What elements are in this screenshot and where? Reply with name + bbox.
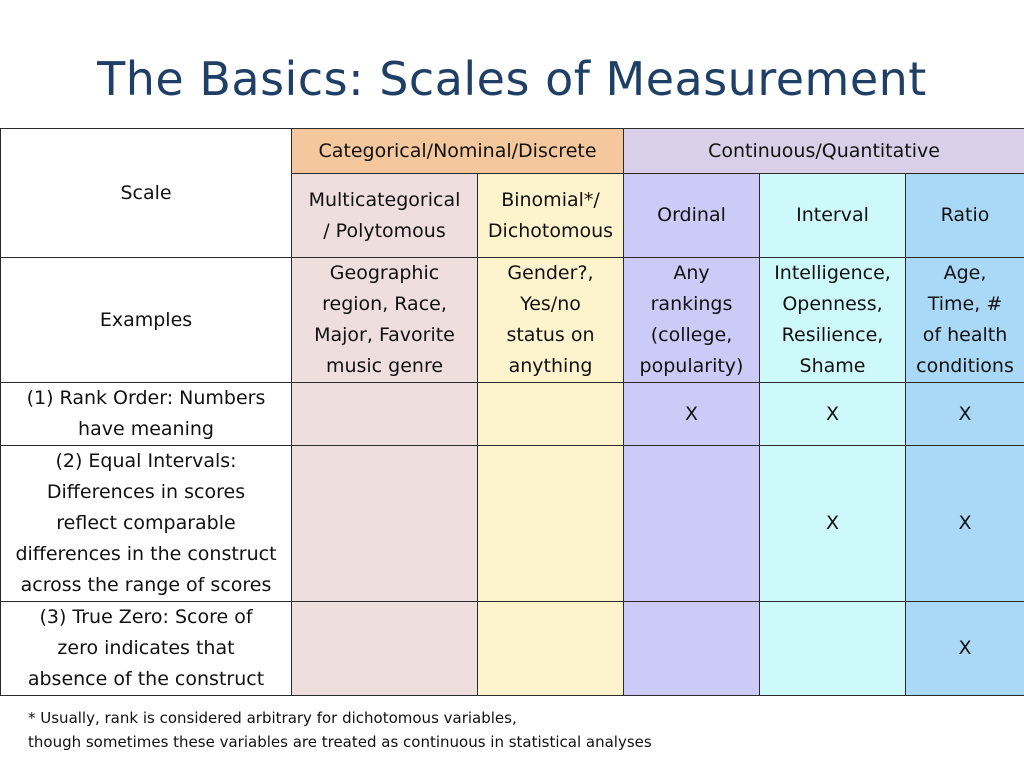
example-line: of health: [922, 324, 1008, 346]
rank-order-row: [1, 383, 1024, 446]
continuous-header: Continuous/Quantitative: [624, 129, 1024, 174]
true-zero-interval-mark: [760, 602, 906, 696]
equal-intervals-ordinal-mark: [624, 446, 760, 602]
scales-table: [0, 128, 1024, 696]
true-zero-binomial-mark: [478, 602, 624, 696]
row-label-line: differences in the construct: [15, 543, 277, 565]
example-line: rankings: [650, 293, 733, 315]
ratio-header: Ratio: [906, 174, 1024, 258]
header-row: [1, 129, 1024, 174]
example-line: Openness,: [782, 293, 883, 315]
scale-label-cell: [1, 129, 292, 258]
equal-intervals-ratio-mark: X: [906, 446, 1024, 602]
footnote-line: though sometimes these variables are treated as continuous in statistical analyses: [28, 733, 652, 751]
row-label-line: across the range of scores: [20, 574, 272, 596]
ordinal-header: Ordinal: [624, 174, 760, 258]
rank-order-multicategorical-mark: [292, 383, 478, 446]
multicategorical-header: [292, 174, 478, 258]
ordinal-examples: [624, 258, 760, 383]
example-line: Time, #: [927, 293, 1003, 315]
example-line: music genre: [325, 355, 444, 377]
true-zero-multicategorical-mark: [292, 602, 478, 696]
examples-label-cell: [1, 258, 292, 383]
true-zero-label: [1, 602, 292, 696]
examples-label: Examples: [99, 308, 193, 331]
example-line: Major, Favorite: [314, 324, 455, 346]
row-label-line: reflect comparable: [56, 512, 236, 534]
rank-order-ratio-mark: X: [906, 383, 1024, 446]
categorical-header: Categorical/Nominal/Discrete: [292, 129, 624, 174]
multicategorical-examples: [292, 258, 478, 383]
row-label-line: (1) Rank Order: Numbers: [26, 387, 266, 409]
scale-label: Scale: [120, 181, 172, 204]
rank-order-label: [1, 383, 292, 446]
examples-row: [1, 258, 1024, 383]
binomial-header-line: Binomial*/: [501, 188, 600, 211]
example-line: Shame: [799, 355, 866, 377]
binomial-examples: [478, 258, 624, 383]
example-line: Gender?,: [507, 262, 594, 284]
binomial-header-line: Dichotomous: [487, 219, 614, 242]
page-title: The Basics: Scales of Measurement: [97, 52, 927, 106]
equal-intervals-row: [1, 446, 1024, 602]
row-label-line: have meaning: [78, 418, 214, 440]
example-line: region, Race,: [322, 293, 447, 315]
row-label-line: (2) Equal Intervals:: [55, 450, 237, 472]
rank-order-ordinal-mark: X: [624, 383, 760, 446]
footnote: [28, 706, 652, 754]
example-line: anything: [508, 355, 593, 377]
true-zero-ordinal-mark: [624, 602, 760, 696]
example-line: Any: [673, 262, 710, 284]
example-line: (college,: [650, 324, 733, 346]
footnote-line: * Usually, rank is considered arbitrary for dichotomous variables,: [28, 709, 517, 727]
multicategorical-header-line: / Polytomous: [323, 219, 446, 242]
equal-intervals-label: [1, 446, 292, 602]
example-line: popularity): [639, 355, 744, 377]
rank-order-interval-mark: X: [760, 383, 906, 446]
interval-examples: [760, 258, 906, 383]
interval-header: Interval: [760, 174, 906, 258]
equal-intervals-binomial-mark: [478, 446, 624, 602]
example-line: Intelligence,: [774, 262, 891, 284]
equal-intervals-interval-mark: X: [760, 446, 906, 602]
row-label-line: Differences in scores: [46, 481, 246, 503]
example-line: Geographic: [329, 262, 440, 284]
row-label-line: absence of the construct: [27, 668, 265, 690]
rank-order-binomial-mark: [478, 383, 624, 446]
true-zero-ratio-mark: X: [906, 602, 1024, 696]
example-line: Age,: [943, 262, 987, 284]
equal-intervals-multicategorical-mark: [292, 446, 478, 602]
example-line: conditions: [916, 355, 1014, 377]
binomial-header: [478, 174, 624, 258]
ratio-examples: [906, 258, 1024, 383]
example-line: status on: [506, 324, 595, 346]
example-line: Resilience,: [781, 324, 884, 346]
true-zero-row: [1, 602, 1024, 696]
row-label-line: (3) True Zero: Score of: [39, 606, 253, 628]
row-label-line: zero indicates that: [57, 637, 235, 659]
example-line: Yes/no: [520, 293, 581, 315]
multicategorical-header-line: Multicategorical: [308, 188, 461, 211]
